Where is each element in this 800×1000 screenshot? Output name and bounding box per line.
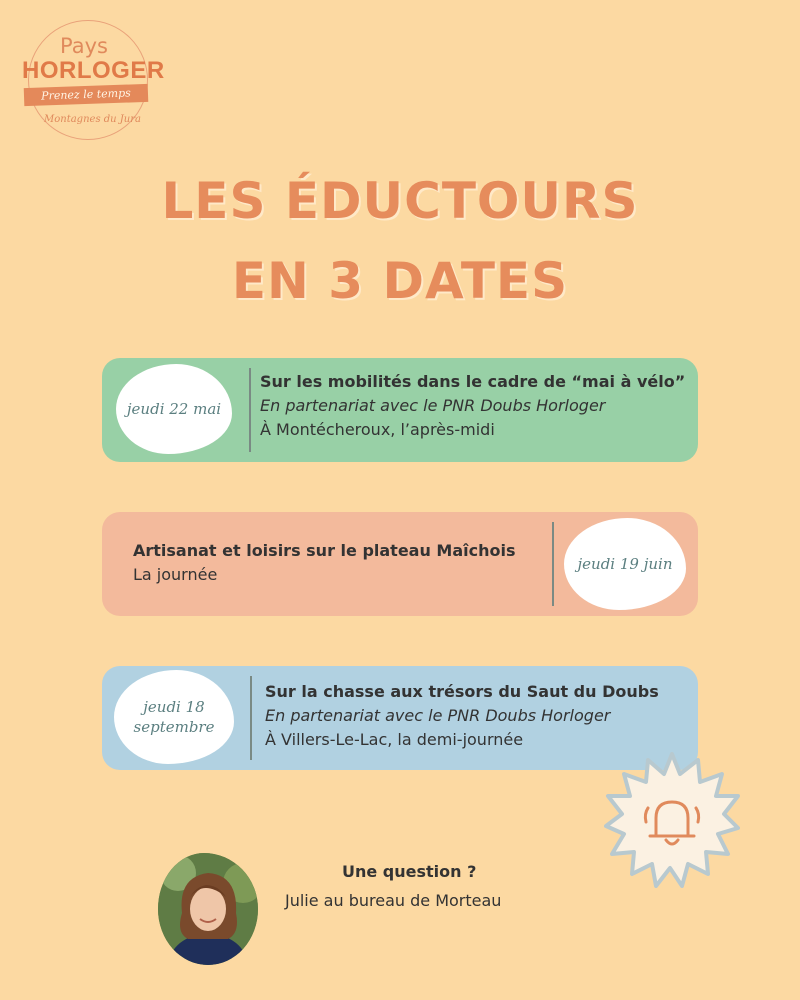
event-card-mai [102,358,698,462]
divider [250,676,252,760]
portrait-image [158,853,258,965]
logo-pays: Pays [60,34,108,58]
event-heading: Sur la chasse aux trésors du Saut du Doubs [265,682,659,701]
date-label: jeudi 22 mai [126,399,222,418]
event-heading: Sur les mobilités dans le cadre de “mai à vélo” [260,372,686,391]
event-partner: En partenariat avec le PNR Doubs Horloger [260,396,606,415]
event-heading: Artisanat et loisirs sur le plateau Maîchois [133,541,516,560]
date-label: jeudi 19 juin [577,554,673,573]
event-text [133,539,516,587]
contact-person: Julie au bureau de Morteau [285,891,502,910]
avatar [158,853,258,965]
event-card-juin [102,512,698,616]
logo-horloger: HORLOGER [22,57,165,84]
pays-horloger-logo [20,20,165,150]
page-title-line1: LES ÉDUCTOURS [161,172,639,230]
divider [552,522,554,606]
starburst-shape [606,754,738,886]
event-place: La journée [133,565,218,584]
date-label-line1: jeudi 18 [143,697,205,716]
date-label [134,697,215,738]
date-badge [114,670,234,764]
event-partner: En partenariat avec le PNR Doubs Horloger [265,706,611,725]
event-text [265,680,659,752]
date-label-line2: septembre [133,718,215,736]
starburst-badge [604,752,740,888]
divider [249,368,251,452]
event-place: À Villers-Le-Lac, la demi-journée [265,730,524,749]
event-text [260,370,685,442]
contact-question: Une question ? [342,862,477,881]
date-badge [564,518,686,610]
date-badge [116,364,232,454]
logo-region: Montagnes du Jura [44,114,141,125]
event-place: À Montécheroux, l’après-midi [260,420,495,439]
page-title-line2: EN 3 DATES [231,252,569,310]
logo-tagline: Prenez le temps [24,84,149,106]
